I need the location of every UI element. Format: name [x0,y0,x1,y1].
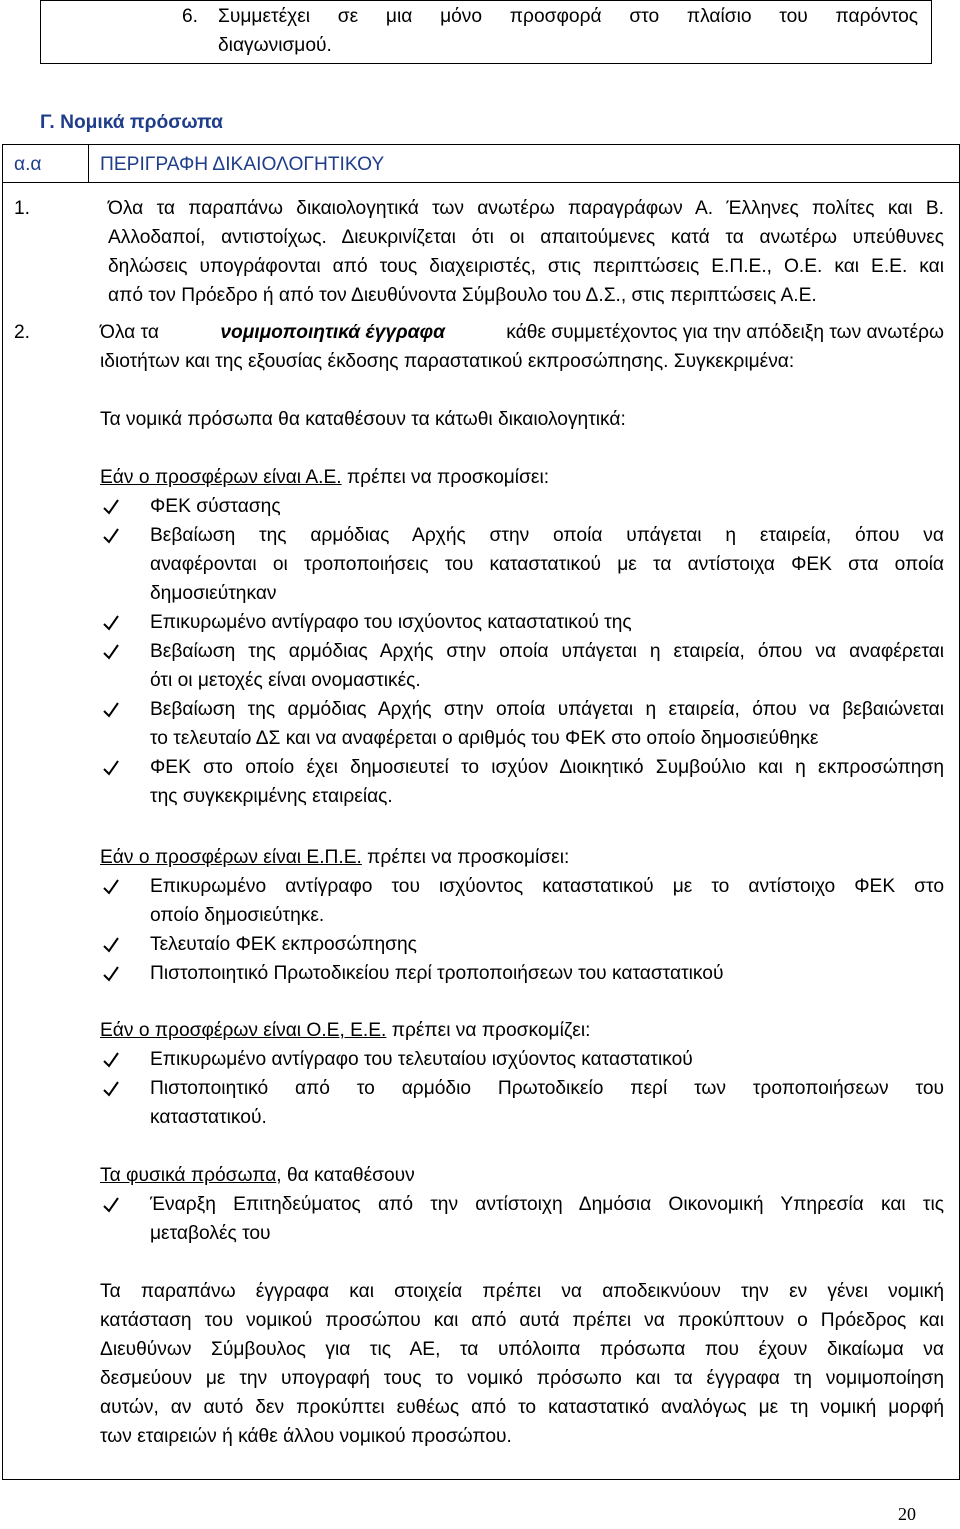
checkmark-icon [102,701,120,719]
checkmark-icon [102,965,120,983]
closing-line: δεσμεύουν με την υπογραφή τους το νομικό πρόσωπο και τα έγγραφα τη νομιμοποίηση [100,1368,944,1389]
closing-line: Τα παραπάνω έγγραφα και στοιχεία πρέπει να αποδεικνύουν την εν γένει νομική [100,1281,944,1302]
checklist-item-line: Βεβαίωση της αρμόδιας Αρχής στην οποία υπάγεται η εταιρεία, όπου να [150,525,944,546]
oe-heading [100,1016,590,1045]
checkmark-icon [102,643,120,661]
row2-line1-pre: Όλα τα [100,322,159,343]
checklist-item-line: Επικυρωμένο αντίγραφο του ισχύοντος καταστατικού της [150,612,632,633]
section-heading: Γ. Νομικά πρόσωπα [40,112,223,133]
checklist-item-line: Πιστοποιητικό Πρωτοδικείου περί τροποποιήσεων του καταστατικού [150,963,724,984]
row2-line1-bold: νομιμοποιητικά έγγραφα [220,322,445,343]
closing-line: των εταιρειών ή κάθε άλλου νομικού προσώπου. [100,1426,512,1447]
fp-heading-rest: , θα καταθέσουν [276,1165,415,1186]
checkmark-icon [102,1196,120,1214]
row1-line: Αλλοδαποί, αντιστοίχως. Διευκρινίζεται ότι οι απαιτούμενες κατά τα ανωτέρω υπεύθυνες [108,227,944,248]
epe-heading-underlined: Εάν ο προσφέρων είναι Ε.Π.Ε. [100,847,362,868]
checkmark-icon [102,878,120,896]
table-col-divider [88,144,89,183]
row1-line: Όλα τα παραπάνω δικαιολογητικά των ανωτέρω παραγράφων Α. Έλληνες πολίτες και Β. [108,198,944,219]
checklist-item-line: Βεβαίωση της αρμόδιας Αρχής στην οποία υπάγεται η εταιρεία, όπου να βεβαιώνεται [150,699,944,720]
row1-line: από τον Πρόεδρο ή από τον Διευθύνοντα Σύμβουλο του Δ.Σ., στις περιπτώσεις Α.Ε. [108,285,817,306]
checkmark-icon [102,1080,120,1098]
epe-heading [100,843,569,872]
checklist-item-line: δημοσιεύτηκαν [150,583,277,604]
ae-heading-rest: πρέπει να προσκομίσει: [341,467,550,488]
checklist-item-line: οποίο δημοσιεύτηκε. [150,905,325,926]
row2-intro: Τα νομικά πρόσωπα θα καταθέσουν τα κάτωθι δικαιολογητικά: [100,409,626,430]
checklist-item-line: Επικυρωμένο αντίγραφο του τελευταίου ισχύοντος καταστατικού [150,1049,693,1070]
closing-line: αυτών, αν αυτό δεν προκύπτει ευθέως από το καταστατικό αναλόγως με τη νομική μορφή [100,1397,944,1418]
row2-number: 2. [14,322,31,343]
checklist-item-line: ότι οι μετοχές είναι ονομαστικές. [150,670,421,691]
ae-heading-underlined: Εάν ο προσφέρων είναι Α.Ε. [100,467,342,488]
checklist-item-line: καταστατικού. [150,1107,267,1128]
row2-line1-post: κάθε συμμετέχοντος για την απόδειξη των ανωτέρω [506,322,944,343]
oe-heading-underlined: Εάν ο προσφέρων είναι Ο.Ε, Ε.Ε. [100,1020,387,1041]
checklist-item-line: Έναρξη Επιτηδεύματος από την αντίστοιχη Δημόσια Οικονομική Υπηρεσία και τις [150,1194,944,1215]
table-header-divider [2,182,960,183]
closing-line: κατάσταση του νομικού προσώπου και από αυτά πρέπει να προκύπτουν ο Πρόεδρος και [100,1310,944,1331]
row2-line2: ιδιοτήτων και της εξουσίας έκδοσης παραστατικού εκπροσώπησης. Συγκεκριμένα: [100,351,795,372]
checkmark-icon [102,527,120,545]
checklist-item-line: ΦΕΚ σύστασης [150,496,281,517]
top-item-line1: Συμμετέχει σε μια μόνο προσφορά στο πλαίσιο του παρόντος [218,6,918,27]
row1-number: 1. [14,198,31,219]
checklist-item-line: μεταβολές του [150,1223,271,1244]
checkmark-icon [102,936,120,954]
checklist-item-line: ΦΕΚ στο οποίο έχει δημοσιευτεί το ισχύον Διοικητικό Συμβούλιο και η εκπροσώπηση [150,757,944,778]
row1-line: δηλώσεις υπογράφονται από τους διαχειριστές, στις περιπτώσεις Ε.Π.Ε., Ο.Ε. και Ε.Ε. και [108,256,944,277]
checklist-item-line: Επικυρωμένο αντίγραφο του ισχύοντος καταστατικού με το αντίστοιχο ΦΕΚ στο [150,876,944,897]
ae-heading [100,463,549,492]
checkmark-icon [102,1051,120,1069]
checklist-item-line: το τελευταίο ΔΣ και να αναφέρεται ο αριθμός του ΦΕΚ στο οποίο δημοσιεύθηκε [150,728,819,749]
checkmark-icon [102,498,120,516]
top-item-number: 6. [182,6,199,27]
checklist-item-line: της συγκεκριμένης εταιρείας. [150,786,393,807]
closing-line: Διευθύνων Σύμβουλος για τις ΑΕ, τα υπόλοιπα πρόσωπα που έχουν δικαίωμα να [100,1339,944,1360]
page-number: 20 [898,1504,916,1524]
fp-heading [100,1161,415,1190]
checklist-item-line: αναφέρονται οι τροποποιήσεις του καταστατικού με τα αντίστοιχα ΦΕΚ στα οποία [150,554,944,575]
checklist-item-line: Τελευταίο ΦΕΚ εκπροσώπησης [150,934,417,955]
top-item-line2: διαγωνισμού. [218,35,332,56]
header-col-aa: α.α [14,154,42,175]
epe-heading-rest: πρέπει να προσκομίσει: [361,847,570,868]
checklist-item-line: Πιστοποιητικό από το αρμόδιο Πρωτοδικείο περί των τροποποιήσεων του [150,1078,944,1099]
fp-heading-underlined: Τα φυσικά πρόσωπα [100,1165,277,1186]
checkmark-icon [102,614,120,632]
oe-heading-rest: πρέπει να προσκομίζει: [386,1020,591,1041]
header-col-description: ΠΕΡΙΓΡΑΦΗ ΔΙΚΑΙΟΛΟΓΗΤΙΚΟΥ [100,154,385,175]
checklist-item-line: Βεβαίωση της αρμόδιας Αρχής στην οποία υπάγεται η εταιρεία, όπου να αναφέρεται [150,641,944,662]
checkmark-icon [102,759,120,777]
row2-line1 [100,318,944,347]
